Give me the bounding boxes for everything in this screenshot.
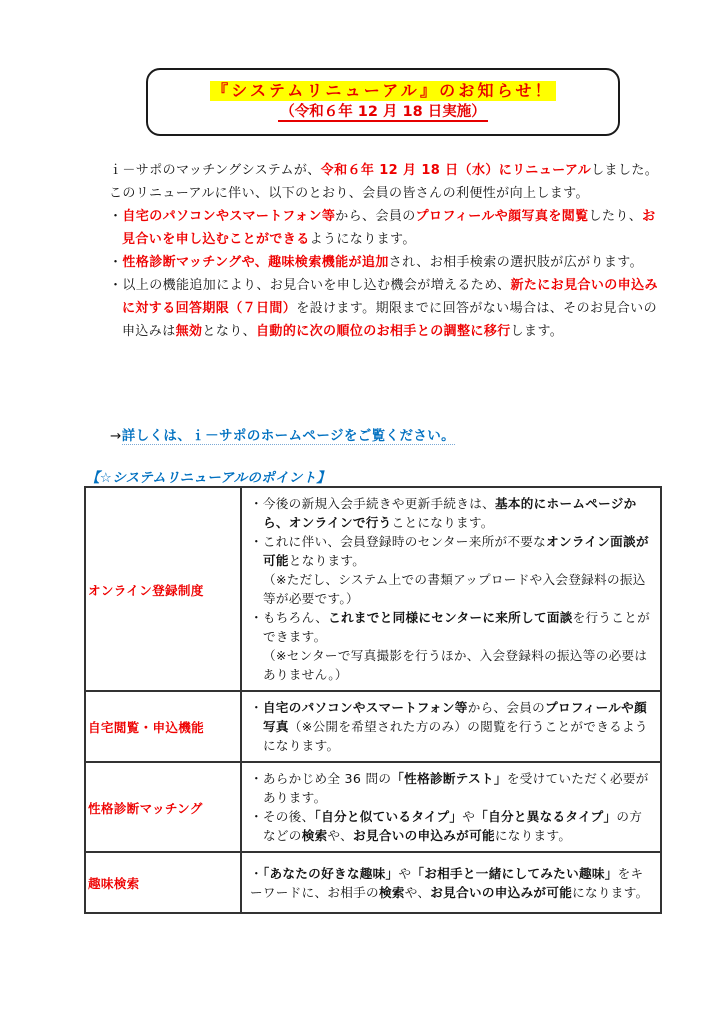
body-text: をキーワードに、お相手の	[250, 865, 644, 900]
bold-text: 検索	[378, 884, 405, 900]
feature-bullet	[250, 807, 654, 845]
bold-text: 「自分と異なるタイプ」	[475, 809, 617, 824]
body-text: の方などの	[263, 809, 643, 843]
renewal-date-highlight: 令和６年 12 月 18 日（水）にリニューアル	[320, 163, 592, 178]
feature-bullet	[250, 608, 654, 646]
bold-text: 「性格診断テスト」	[391, 771, 507, 786]
body-text: ・今後の新規入会手続きや更新手続きは、	[250, 496, 495, 511]
feature-note	[250, 646, 654, 684]
feature-bullet	[250, 864, 654, 902]
intro-paragraph-1	[96, 159, 662, 182]
emphasis-text: 無効	[175, 324, 203, 339]
body-text: を受けていただく必要があります。	[263, 771, 649, 805]
section-heading: 【☆システムリニューアルのポイント】	[86, 470, 331, 486]
body-text: になります。	[572, 884, 649, 900]
body-text: になります。	[494, 828, 572, 843]
body-text: ・以上の機能追加により、お見合いを申し込む機会が増えるため、	[109, 278, 511, 293]
feature-label: 趣味検索	[85, 852, 241, 913]
feature-bullet	[250, 769, 654, 807]
feature-bullet	[250, 532, 654, 570]
emphasis-text: 性格診断マッチングや、趣味検索機能が追加	[122, 255, 389, 270]
bold-text: 自宅のパソコンやスマートフォン等	[262, 700, 468, 715]
body-text: したり、	[588, 209, 643, 224]
bold-text: お見合いの申込みが可能	[430, 884, 573, 900]
intro-section	[96, 159, 662, 343]
body-text: ・	[109, 255, 123, 270]
title-box	[146, 68, 620, 136]
body-text: され、お相手検索の選択肢が広がります。	[388, 255, 644, 270]
table-row	[85, 691, 661, 762]
points-table	[84, 486, 662, 914]
notice-date-text: （令和６年 12 月 18 日実施）	[280, 104, 486, 120]
intro-bullet	[96, 251, 662, 274]
table-row	[85, 762, 661, 852]
body-text: ・これに伴い、会員登録時のセンター来所が不要な	[250, 534, 547, 549]
bold-text: 「自分と似ているタイプ」	[314, 809, 463, 824]
body-text: ・	[250, 865, 263, 881]
feature-description	[241, 852, 661, 913]
body-text: （※公開を希望された方のみ）の閲覧を行うことができるようになります。	[263, 719, 648, 753]
body-text: を行うことができます。	[263, 610, 650, 644]
intro-bullet	[96, 205, 662, 251]
homepage-link-line	[110, 424, 455, 444]
body-text: となり、	[202, 324, 257, 339]
notice-title: 『システムリニューアル』のお知らせ！	[212, 81, 554, 100]
intro-paragraph-2: このリニューアルに伴い、以下のとおり、会員の皆さんの利便性が向上します。	[109, 186, 589, 201]
intro-text: ｉ－サポのマッチングシステムが、	[109, 163, 321, 178]
body-text: ようになります。	[309, 232, 416, 247]
body-text: ・もちろん、	[250, 610, 329, 625]
body-text: を設けます。期限までに回答がない場合は、そのお見合いの申込みは	[122, 301, 657, 339]
body-text: から、会員の	[467, 700, 546, 715]
emphasis-text: プロフィールや顔写真を閲覧	[415, 209, 589, 224]
body-text: や	[398, 865, 412, 881]
feature-label: 性格診断マッチング	[85, 762, 241, 852]
bold-text: 検索	[301, 828, 328, 843]
emphasis-text: 自宅のパソコンやスマートフォン等	[122, 209, 336, 224]
bold-text: これまでと同様にセンターに来所して面談	[328, 610, 573, 625]
table-row	[85, 487, 661, 691]
feature-label: 自宅閲覧・申込機能	[85, 691, 241, 762]
emphasis-text: 新たにお見合いの申込みに対する回答期限（７日間）	[122, 278, 658, 316]
feature-description	[241, 487, 661, 691]
bold-text: プロフィールや顔写真	[263, 700, 647, 734]
feature-description	[241, 762, 661, 852]
body-text: ・	[250, 700, 263, 715]
feature-note	[250, 570, 654, 608]
feature-description	[241, 691, 661, 762]
intro-bullet	[96, 274, 662, 343]
body-text: します。	[510, 324, 564, 339]
bold-text: 基本的にホームページから、オンラインで行う	[263, 496, 637, 530]
bold-text: 「お相手と一緒にしてみたい趣味」	[411, 865, 618, 881]
body-text: や、	[327, 828, 354, 843]
body-text: ことになります。	[391, 515, 494, 530]
emphasis-text: お見合いを申し込むことができる	[122, 209, 656, 247]
notice-date	[148, 102, 618, 122]
bold-text: 「あなたの好きな趣味」	[262, 865, 399, 881]
arrow-right-icon: →	[110, 428, 122, 444]
table-row	[85, 852, 661, 913]
feature-bullet	[250, 698, 654, 755]
body-text: （※センターで写真撮影を行うほか、入会登録料の振込等の必要はありません。）	[263, 648, 648, 682]
bold-text: お見合いの申込みが可能	[353, 828, 495, 843]
bold-text: オンライン面談が可能	[263, 534, 649, 568]
body-text: ・あらかじめ全 36 問の	[250, 771, 392, 786]
body-text: や	[462, 809, 476, 824]
body-text: や、	[404, 884, 431, 900]
body-text: ・その後、	[250, 809, 315, 824]
feature-label: オンライン登録制度	[85, 487, 241, 691]
intro-text: しました。	[591, 163, 659, 178]
homepage-link[interactable]: 詳しくは、ｉ－サポのホームページをご覧ください。	[121, 428, 456, 444]
body-text: から、会員の	[335, 209, 416, 224]
body-text: （※ただし、システム上での書類アップロードや入会登録料の振込等が必要です。）	[263, 572, 646, 606]
emphasis-text: 自動的に次の順位のお相手との調整に移行	[256, 324, 511, 339]
feature-bullet	[250, 494, 654, 532]
body-text: ・	[109, 209, 123, 224]
body-text: となります。	[288, 553, 366, 568]
